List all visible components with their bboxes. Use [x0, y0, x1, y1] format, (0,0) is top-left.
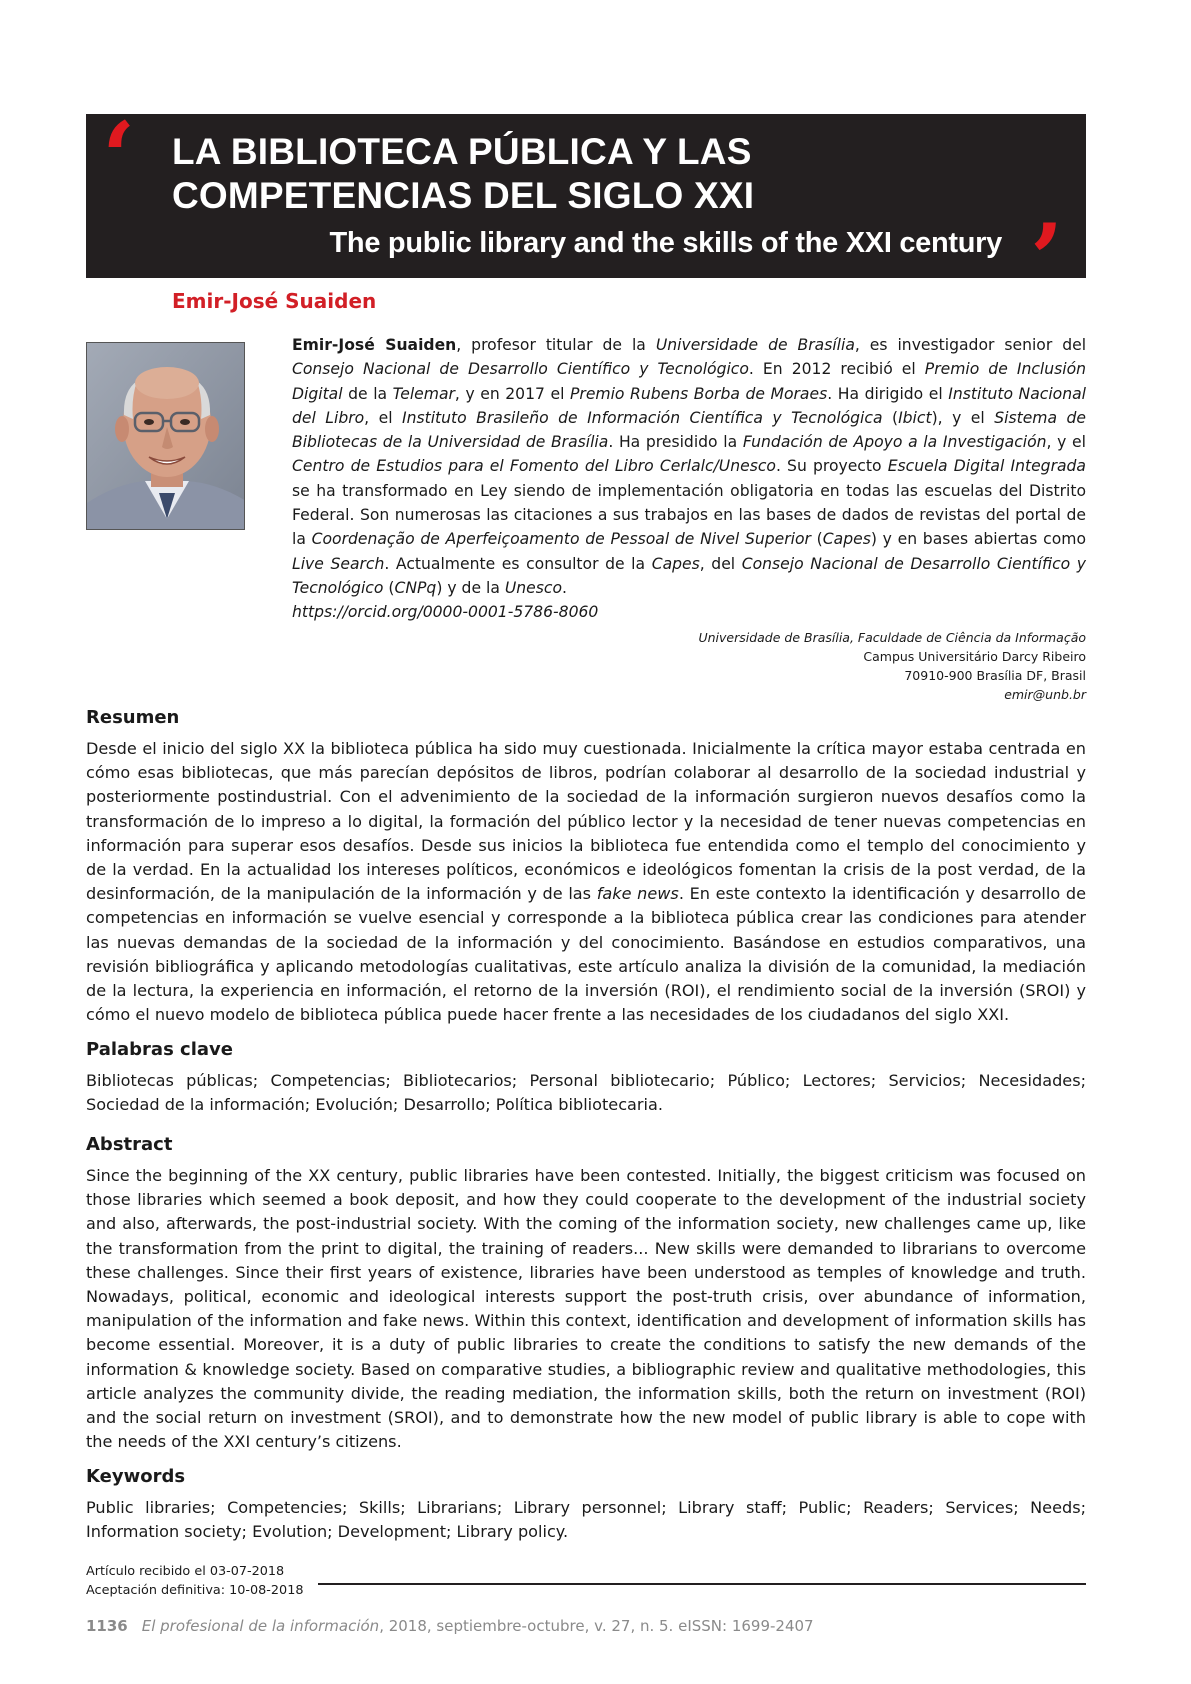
- open-quote-icon: ‘: [102, 101, 136, 214]
- resumen-text: Desde el inicio del siglo XX la biblioteca pública ha sido muy cuestionada. Inicialmente la crítica mayor estaba centrada en cómo esas bibliotecas, que más parecían depósitos de libros, podrían colaborar al desarrollo de la sociedad industrial y posteriormente postindustrial. Con el advenimiento de la sociedad de la información surgieron nuevos desafíos como la transformación de lo impreso a lo digital, la formación del público lector y la necesidad de tener nuevas competencias en información para superar esos desafíos. Desde sus inicios la biblioteca fue entendida como el templo del conocimiento y de la verdad. En la actualidad los intereses políticos, económicos e ideológicos fomentan la crisis de la post verdad, de la desinformación, de la manipulación de la información y de las fake news. En este contexto la identificación y desarrollo de competencias en información se vuelve esencial y corresponde a la biblioteca pública crear las condiciones para atender las nuevas demandas de la sociedad de la información y del conocimiento. Basándose en estudios comparativos, una revisión bibliográfica y aplicando metodologías cualitativas, este artículo analiza la división de la comunidad, la mediación de la lectura, la experiencia en información, el retorno de la inversión (ROI), el rendimiento social de la inversión (SROI) y cómo el nuevo modelo de biblioteca pública puede hacer frente a las necesidades de los ciudadanos del siglo XXI.: [86, 739, 1086, 1025]
- close-quote-icon: ’: [1030, 203, 1064, 316]
- journal-details: , 2018, septiembre-octubre, v. 27, n. 5. eISSN: 1699-2407: [379, 1617, 814, 1635]
- keywords-text: Public libraries; Competencies; Skills; Librarians; Library personnel; Library staff; Public; Readers; Services; Needs; Information society; Evolution; Development; Library policy.: [86, 1498, 1086, 1542]
- author-email[interactable]: emir@unb.br: [1004, 687, 1086, 702]
- affiliation-campus: Campus Universitário Darcy Ribeiro: [863, 649, 1086, 664]
- page-footer: [86, 1617, 814, 1635]
- affiliation-city: 70910-900 Brasília DF, Brasil: [904, 668, 1086, 683]
- footer-divider: [318, 1583, 1086, 1585]
- article-dates: [86, 1562, 303, 1600]
- author-photo: [86, 342, 245, 530]
- abstract-heading: Abstract: [86, 1134, 173, 1155]
- article-subtitle-english: The public library and the skills of the XXI century: [329, 227, 1002, 259]
- affiliation-institution-line: Universidade de Brasília, Faculdade de Ciência da Informação: [698, 630, 1086, 645]
- page-number: 1136: [86, 1617, 128, 1635]
- article-title: LA BIBLIOTECA PÚBLICA Y LAS COMPETENCIAS DEL SIGLO XXI: [172, 131, 755, 216]
- journal-name: El profesional de la información: [141, 1617, 380, 1635]
- accepted-date: Aceptación definitiva: 10-08-2018: [86, 1583, 304, 1598]
- author-affiliation: [698, 628, 1086, 704]
- author-portrait-icon: [87, 343, 245, 530]
- keywords-heading: Keywords: [86, 1466, 186, 1487]
- author-name: Emir-José Suaiden: [172, 289, 377, 313]
- received-date: Artículo recibido el 03-07-2018: [86, 1564, 285, 1579]
- palabras-clave-text: Bibliotecas públicas; Competencias; Bibliotecarios; Personal bibliotecario; Público; Lectores; Servicios; Necesidades; Sociedad de la información; Evolución; Desarrollo; Política bibliotecaria.: [86, 1071, 1086, 1115]
- resumen-heading: Resumen: [86, 707, 180, 728]
- author-bio: Emir-José Suaiden, profesor titular de la Universidade de Brasília, es investigador senior del Consejo Nacional de Desarrollo Científico y Tecnológico. En 2012 recibió el Premio de Inclusión Digital de la Telemar, y en 2017 el Premio Rubens Borba de Moraes. Ha dirigido el Instituto Nacional del Libro, el Instituto Brasileño de Información Científica y Tecnológica (Ibict), y el Sistema de Bibliotecas de la Universidad de Brasília. Ha presidido la Fundación de Apoyo a la Investigación, y el Centro de Estudios para el Fomento del Libro Cerlalc/Unesco. Su proyecto Escuela Digital Integrada se ha transformado en Ley siendo de implementación obligatoria en todas las escuelas del Distrito Federal. Son numerosas las citaciones a sus trabajos en las bases de dados de revistas del portal de la Coordenação de Aperfeiçoamento de Pessoal de Nivel Superior (Capes) y en bases abiertas como Live Search. Actualmente es consultor de la Capes, del Consejo Nacional de Desarrollo Científico y Tecnológico (CNPq) y de la Unesco. https://orcid.org/0000-0001-5786-8060: [292, 333, 1086, 625]
- palabras-clave-heading: Palabras clave: [86, 1039, 233, 1060]
- orcid-link[interactable]: https://orcid.org/0000-0001-5786-8060: [292, 603, 599, 622]
- abstract-text: Since the beginning of the XX century, public libraries have been contested. Initially, the biggest criticism was focused on those libraries which seemed a book deposit, and how they could cooperate to the development of the industrial society and also, afterwards, the post-industrial society. With the coming of the information society, new challenges came up, like the transformation from the print to digital, the training of readers... New skills were demanded to librarians to overcome these challenges. Since their first years of existence, libraries have been understood as temples of knowledge and truth. Nowadays, political, economic and ideological interests support the post-truth crisis, over abundance of information, manipulation of the information and fake news. Within this context, identification and development of information skills has become essential. Moreover, it is a duty of public libraries to create the conditions to satisfy the new demands of the information & knowledge society. Based on comparative studies, a bibliographic review and qualitative methodologies, this article analyzes the community divide, the reading mediation, the information skills, both the return on investment (ROI) and the social return on investment (SROI), and to demonstrate how the new model of public library is able to cope with the needs of the XXI century’s citizens.: [86, 1166, 1086, 1452]
